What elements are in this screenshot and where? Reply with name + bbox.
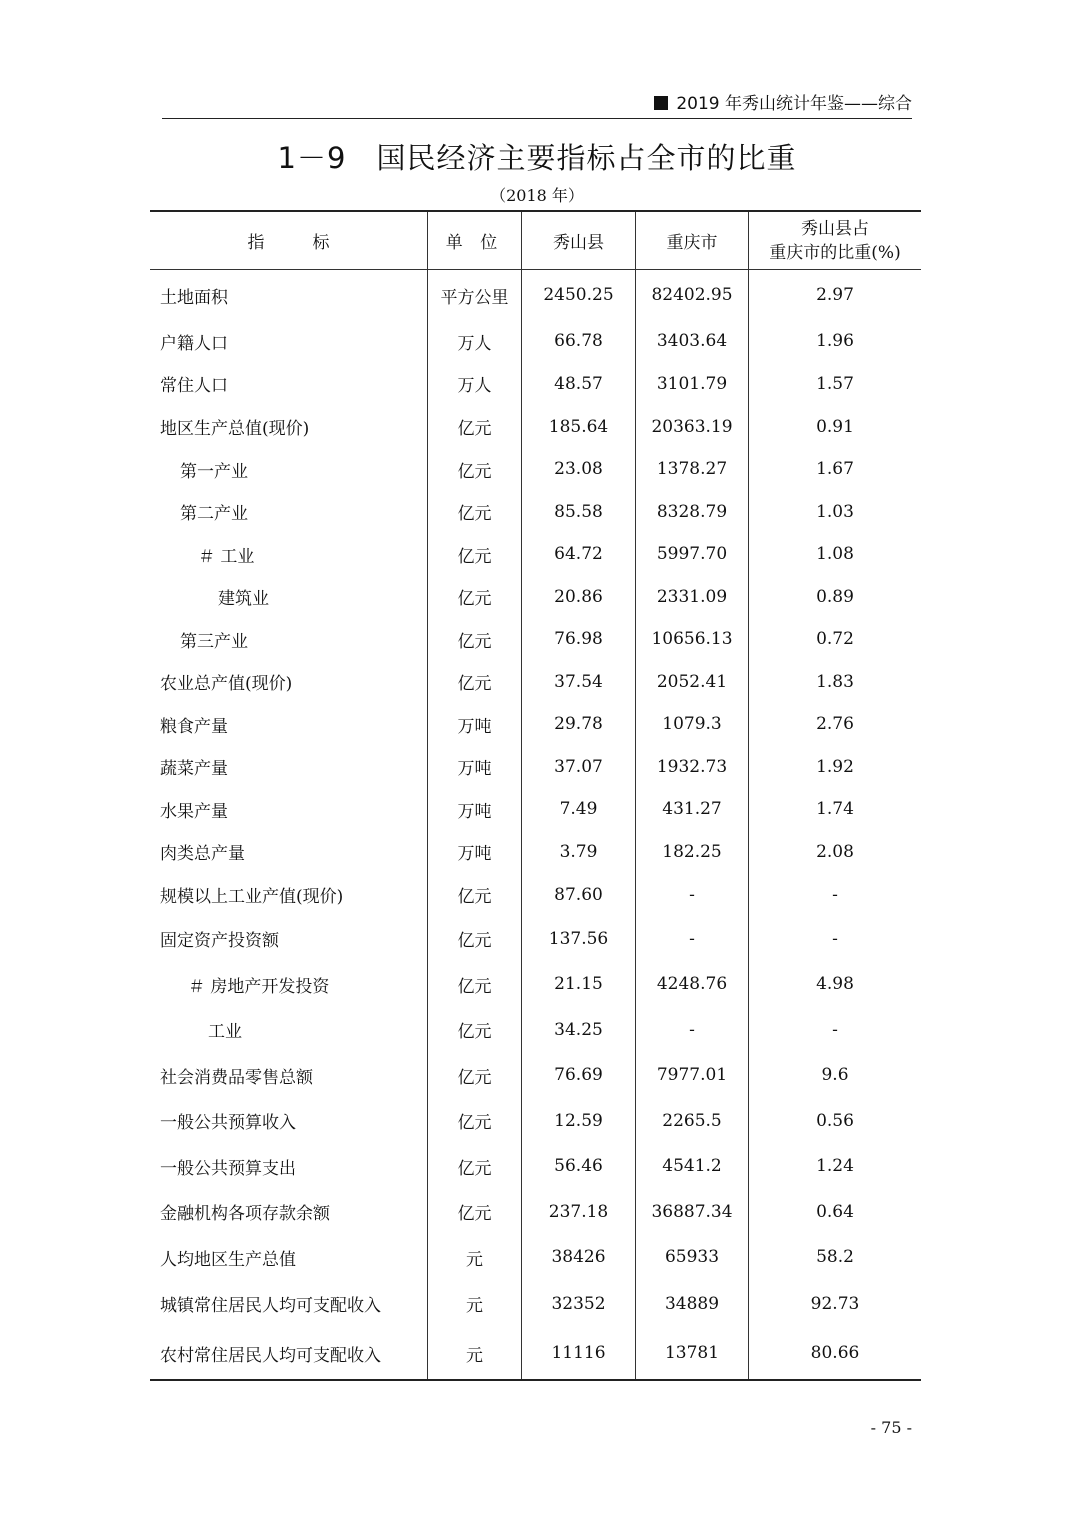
header-ratio-line2: 重庆市的比重(%) [769, 242, 901, 263]
row-xiushan-value: 237.18 [521, 1189, 635, 1234]
table-header [150, 212, 921, 270]
row-unit: 亿元 [427, 1189, 521, 1234]
row-chongqing-value: 4248.76 [635, 961, 748, 1007]
row-unit: 万吨 [427, 703, 521, 745]
row-indicator: 土地面积 [160, 287, 228, 308]
row-unit: 亿元 [427, 490, 521, 533]
table-title: 1－9 国民经济主要指标占全市的比重 [277, 141, 797, 175]
row-ratio-value: 1.08 [748, 533, 921, 575]
row-chongqing-value: 4541.2 [635, 1143, 748, 1189]
row-xiushan-value: 3.79 [521, 830, 635, 873]
row-indicator: 第三产业 [180, 631, 248, 652]
header-chongqing: 重庆市 [635, 212, 748, 269]
row-indicator: 工业 [208, 1022, 242, 1042]
row-chongqing-value: 5997.70 [635, 533, 748, 575]
row-indicator: 肉类总产量 [160, 844, 245, 864]
table-row [150, 1327, 921, 1379]
row-xiushan-value: 21.15 [521, 961, 635, 1007]
table-row [150, 448, 921, 490]
row-unit: 亿元 [427, 1007, 521, 1052]
row-indicator: 城镇常住居民人均可支配收入 [160, 1296, 381, 1316]
row-xiushan-value: 87.60 [521, 873, 635, 916]
row-xiushan-value: 38426 [521, 1234, 635, 1280]
row-indicator: 一般公共预算支出 [160, 1158, 296, 1179]
header-unit: 单 位 [427, 212, 521, 269]
table-row [150, 873, 921, 916]
row-unit: 万人 [427, 362, 521, 405]
table-row [150, 575, 921, 618]
row-unit: 亿元 [427, 961, 521, 1007]
row-ratio-value: 1.92 [748, 745, 921, 788]
row-ratio-value: 92.73 [748, 1280, 921, 1327]
row-chongqing-value: 182.25 [635, 830, 748, 873]
table-row [150, 1007, 921, 1052]
running-head-text: 2019 年秀山统计年鉴——综合 [676, 94, 912, 114]
row-chongqing-value: 20363.19 [635, 405, 748, 448]
row-xiushan-value: 76.69 [521, 1052, 635, 1098]
row-ratio-value: - [748, 1007, 921, 1052]
row-unit: 亿元 [427, 533, 521, 575]
row-indicator: 户籍人口 [160, 333, 228, 354]
row-xiushan-value: 12.59 [521, 1098, 635, 1143]
table-subtitle: （2018 年） [490, 186, 584, 205]
row-unit: 万吨 [427, 788, 521, 830]
row-ratio-value: 1.96 [748, 320, 921, 362]
row-xiushan-value: 34.25 [521, 1007, 635, 1052]
table-row [150, 618, 921, 660]
row-unit: 平方公里 [427, 270, 521, 320]
row-indicator: ＃ 房地产开发投资 [188, 976, 330, 997]
row-xiushan-value: 137.56 [521, 916, 635, 961]
row-ratio-value: 9.6 [748, 1052, 921, 1098]
row-unit: 亿元 [427, 618, 521, 660]
row-indicator: 人均地区生产总值 [160, 1249, 296, 1270]
row-chongqing-value: 3403.64 [635, 320, 748, 362]
row-chongqing-value: 431.27 [635, 788, 748, 830]
row-xiushan-value: 7.49 [521, 788, 635, 830]
row-chongqing-value: 65933 [635, 1234, 748, 1280]
row-chongqing-value: - [635, 916, 748, 961]
header-ratio-line1: 秀山县占 [801, 218, 869, 239]
table-row [150, 660, 921, 703]
row-unit: 元 [427, 1327, 521, 1379]
table-row [150, 362, 921, 405]
row-indicator: 一般公共预算收入 [160, 1113, 296, 1133]
table-row [150, 745, 921, 788]
row-chongqing-value: 36887.34 [635, 1189, 748, 1234]
table-row [150, 490, 921, 533]
row-chongqing-value: - [635, 873, 748, 916]
row-unit: 元 [427, 1234, 521, 1280]
row-chongqing-value: 2265.5 [635, 1098, 748, 1143]
table-row [150, 961, 921, 1007]
row-indicator: 农村常住居民人均可支配收入 [160, 1345, 381, 1366]
table-row [150, 703, 921, 745]
row-xiushan-value: 185.64 [521, 405, 635, 448]
row-indicator: 固定资产投资额 [160, 931, 279, 951]
row-xiushan-value: 37.07 [521, 745, 635, 788]
row-unit: 万吨 [427, 830, 521, 873]
table-row [150, 1098, 921, 1143]
table-row [150, 916, 921, 961]
row-indicator: 社会消费品零售总额 [160, 1067, 313, 1088]
row-ratio-value: 0.56 [748, 1098, 921, 1143]
row-indicator: ＃ 工业 [198, 546, 255, 567]
row-xiushan-value: 2450.25 [521, 270, 635, 320]
row-indicator: 粮食产量 [160, 716, 228, 737]
row-indicator: 建筑业 [218, 589, 269, 609]
row-chongqing-value: 10656.13 [635, 618, 748, 660]
row-xiushan-value: 32352 [521, 1280, 635, 1327]
row-ratio-value: 1.67 [748, 448, 921, 490]
row-indicator: 金融机构各项存款余额 [160, 1204, 330, 1224]
row-ratio-value: 0.91 [748, 405, 921, 448]
row-xiushan-value: 48.57 [521, 362, 635, 405]
row-chongqing-value: - [635, 1007, 748, 1052]
row-xiushan-value: 29.78 [521, 703, 635, 745]
row-xiushan-value: 23.08 [521, 448, 635, 490]
black-square-icon [654, 96, 668, 110]
row-chongqing-value: 3101.79 [635, 362, 748, 405]
row-chongqing-value: 7977.01 [635, 1052, 748, 1098]
row-ratio-value: 1.57 [748, 362, 921, 405]
row-unit: 亿元 [427, 873, 521, 916]
row-indicator: 水果产量 [160, 801, 228, 822]
row-chongqing-value: 2052.41 [635, 660, 748, 703]
row-chongqing-value: 13781 [635, 1327, 748, 1379]
row-xiushan-value: 37.54 [521, 660, 635, 703]
row-unit: 亿元 [427, 405, 521, 448]
header-indicator: 指标 [247, 233, 378, 253]
row-chongqing-value: 2331.09 [635, 575, 748, 618]
header-xiushan: 秀山县 [521, 212, 635, 269]
row-xiushan-value: 11116 [521, 1327, 635, 1379]
row-chongqing-value: 8328.79 [635, 490, 748, 533]
row-ratio-value: 80.66 [748, 1327, 921, 1379]
row-ratio-value: 1.03 [748, 490, 921, 533]
row-ratio-value: 2.76 [748, 703, 921, 745]
row-indicator: 常住人口 [160, 376, 228, 396]
table-row [150, 1234, 921, 1280]
table-row [150, 320, 921, 362]
row-ratio-value: 0.72 [748, 618, 921, 660]
table-row [150, 1052, 921, 1098]
row-xiushan-value: 76.98 [521, 618, 635, 660]
table-row [150, 1189, 921, 1234]
row-ratio-value: 0.64 [748, 1189, 921, 1234]
row-ratio-value: 0.89 [748, 575, 921, 618]
table-row [150, 533, 921, 575]
row-xiushan-value: 20.86 [521, 575, 635, 618]
row-chongqing-value: 1932.73 [635, 745, 748, 788]
row-ratio-value: 1.83 [748, 660, 921, 703]
row-xiushan-value: 66.78 [521, 320, 635, 362]
row-unit: 万人 [427, 320, 521, 362]
page-number: - 75 - [870, 1418, 912, 1437]
row-ratio-value: - [748, 916, 921, 961]
row-indicator: 规模以上工业产值(现价) [160, 887, 344, 907]
row-unit: 亿元 [427, 1143, 521, 1189]
row-xiushan-value: 56.46 [521, 1143, 635, 1189]
table-row [150, 405, 921, 448]
row-ratio-value: 4.98 [748, 961, 921, 1007]
row-unit: 万吨 [427, 745, 521, 788]
row-xiushan-value: 64.72 [521, 533, 635, 575]
row-chongqing-value: 82402.95 [635, 270, 748, 320]
row-indicator: 农业总产值(现价) [160, 674, 293, 694]
table-row [150, 788, 921, 830]
table-body [150, 270, 921, 1379]
row-indicator: 地区生产总值(现价) [160, 419, 310, 439]
row-ratio-value: 2.08 [748, 830, 921, 873]
row-unit: 亿元 [427, 916, 521, 961]
row-unit: 亿元 [427, 575, 521, 618]
row-xiushan-value: 85.58 [521, 490, 635, 533]
row-ratio-value: 2.97 [748, 270, 921, 320]
table-row [150, 270, 921, 320]
row-unit: 亿元 [427, 660, 521, 703]
row-unit: 亿元 [427, 448, 521, 490]
row-unit: 亿元 [427, 1098, 521, 1143]
row-indicator: 第二产业 [180, 504, 248, 524]
row-ratio-value: 58.2 [748, 1234, 921, 1280]
row-indicator: 蔬菜产量 [160, 759, 228, 779]
row-chongqing-value: 1378.27 [635, 448, 748, 490]
data-table [150, 210, 921, 1381]
row-indicator: 第一产业 [180, 461, 248, 482]
running-head [162, 92, 912, 119]
row-chongqing-value: 1079.3 [635, 703, 748, 745]
row-chongqing-value: 34889 [635, 1280, 748, 1327]
row-unit: 亿元 [427, 1052, 521, 1098]
table-row [150, 1280, 921, 1327]
row-ratio-value: 1.74 [748, 788, 921, 830]
table-row [150, 1143, 921, 1189]
table-row [150, 830, 921, 873]
row-ratio-value: 1.24 [748, 1143, 921, 1189]
header-ratio [748, 212, 921, 269]
row-unit: 元 [427, 1280, 521, 1327]
row-ratio-value: - [748, 873, 921, 916]
table-bottom-rule [150, 1379, 921, 1381]
